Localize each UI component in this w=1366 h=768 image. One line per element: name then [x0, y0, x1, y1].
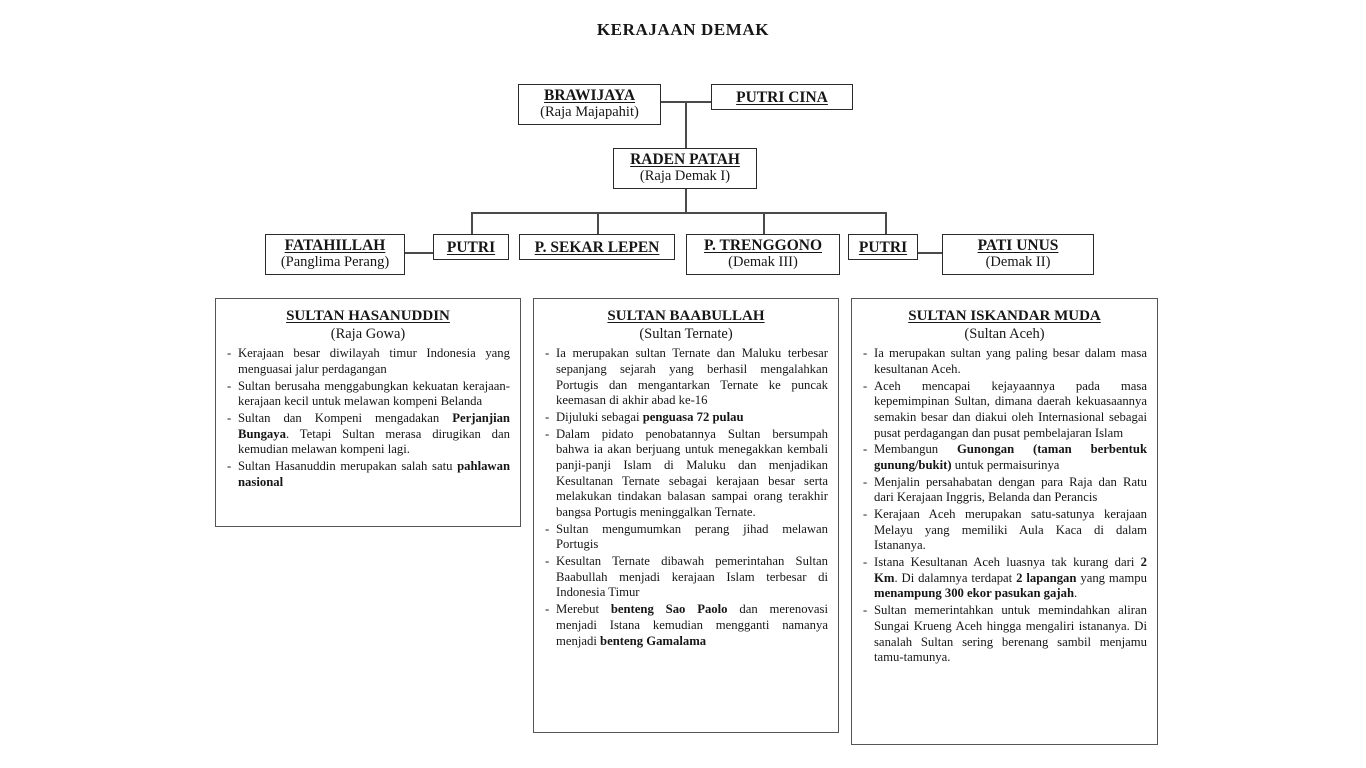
node-raden-patah-subtitle: (Raja Demak I)	[639, 168, 731, 185]
connector-sibling-bus	[471, 212, 886, 214]
node-putri-left[interactable]	[433, 234, 509, 260]
bullet-item: - Kesultan Ternate dibawah pemerintahan Sultan Baabullah menjadi kerajaan Islam terbesar di Indonesia Timur	[544, 554, 828, 601]
node-trenggono-subtitle: (Demak III)	[728, 254, 798, 271]
node-putri-left-name: PUTRI	[446, 239, 496, 256]
node-brawijaya-name: BRAWIJAYA	[543, 87, 636, 104]
bullet-item: - Kerajaan besar diwilayah timur Indonesia yang menguasai jalur perdagangan	[226, 346, 510, 377]
bullet-item: - Istana Kesultanan Aceh luasnya tak kurang dari 2 Km. Di dalamnya terdapat 2 lapangan yang mampu menampung 300 ekor pasukan gajah.	[862, 555, 1147, 602]
panel-baabullah-bullets	[544, 346, 828, 649]
bullet-item: - Merebut benteng Sao Paolo dan merenovasi menjadi Istana kemudian mengganti namanya menjadi benteng Gamalama	[544, 602, 828, 649]
node-pati-unus-subtitle: (Demak II)	[985, 254, 1051, 271]
node-sekar-lepen[interactable]	[519, 234, 675, 260]
panel-iskandar-muda-bullets	[862, 346, 1147, 666]
bullet-item: - Aceh mencapai kejayaannya pada masa kepemimpinan Sultan, dimana daerah kekuasaannya semakin besar dan diakui oleh Internasional sebagai pusat perdagangan dan pusat pembelajaran Islam	[862, 379, 1147, 442]
node-trenggono[interactable]	[686, 234, 840, 275]
panel-hasanuddin-heading: SULTAN HASANUDDIN	[286, 308, 450, 324]
node-fatahillah-subtitle: (Panglima Perang)	[280, 254, 390, 271]
panel-sultan-baabullah	[533, 298, 839, 733]
node-raden-patah-name: RADEN PATAH	[630, 151, 740, 168]
panel-hasanuddin-bullets	[226, 346, 510, 490]
bullet-item: - Sultan memerintahkan untuk memindahkan aliran Sungai Krueng Aceh hingga mengaliri istananya. Di sanalah Sultan sering berenang sambil menjamu tamu-tamunya.	[862, 603, 1147, 666]
bullet-item: - Dijuluki sebagai penguasa 72 pulau	[544, 410, 828, 426]
node-putri-right[interactable]	[848, 234, 918, 260]
connector-drop-putri-kiri	[471, 212, 473, 234]
panel-sultan-iskandar-muda	[851, 298, 1158, 745]
panel-iskandar-muda-subheading: (Sultan Aceh)	[964, 326, 1045, 342]
node-sekar-lepen-name: P. SEKAR LEPEN	[534, 239, 660, 256]
bullet-item: - Dalam pidato penobatannya Sultan bersumpah bahwa ia akan berjuang untuk menegakkan kembali panji-panji Islam di Maluku dan menjadikan Kesultanan Ternate sebagai kerajaan besar serta melakukan tindakan balasan sampai orang terakhir bangsa Portugis meninggalkan Ternate.	[544, 427, 828, 521]
connector-marriage-to-radenpatah	[685, 101, 687, 149]
connector-drop-trenggono	[763, 212, 765, 234]
panel-baabullah-heading: SULTAN BAABULLAH	[607, 308, 765, 324]
node-brawijaya[interactable]	[518, 84, 661, 125]
connector-putri-patiunus	[917, 252, 943, 254]
bullet-item: - Ia merupakan sultan Ternate dan Maluku terbesar sepanjang sejarah yang berhasil mengalahkan Portugis dan mengantarkan Ternate ke puncak keemasan di akhir abad ke-16	[544, 346, 828, 409]
panel-baabullah-subheading: (Sultan Ternate)	[639, 326, 733, 342]
connector-radenpatah-to-bus	[685, 186, 687, 213]
bullet-item: - Sultan Hasanuddin merupakan salah satu pahlawan nasional	[226, 459, 510, 490]
node-putri-cina[interactable]	[711, 84, 853, 110]
bullet-item: - Menjalin persahabatan dengan para Raja dan Ratu dari Kerajaan Inggris, Belanda dan Perancis	[862, 475, 1147, 506]
node-pati-unus[interactable]	[942, 234, 1094, 275]
panel-sultan-hasanuddin	[215, 298, 521, 527]
node-putri-cina-name: PUTRI CINA	[736, 89, 828, 106]
node-fatahillah-name: FATAHILLAH	[284, 237, 386, 254]
panel-hasanuddin-subheading: (Raja Gowa)	[330, 326, 406, 342]
bullet-item: - Membangun Gunongan (taman berbentuk gunung/bukit) untuk permaisurinya	[862, 442, 1147, 473]
node-brawijaya-subtitle: (Raja Majapahit)	[540, 104, 639, 121]
node-pati-unus-name: PATI UNUS	[977, 237, 1059, 254]
connector-drop-sekar-lepen	[597, 212, 599, 234]
node-raden-patah[interactable]	[613, 148, 757, 189]
node-trenggono-name: P. TRENGGONO	[704, 237, 822, 254]
bullet-item: - Kerajaan Aceh merupakan satu-satunya kerajaan Melayu yang memiliki Aula Kaca di dalam Istananya.	[862, 507, 1147, 554]
panel-iskandar-muda-heading: SULTAN ISKANDAR MUDA	[908, 308, 1101, 324]
connector-drop-putri-kanan	[885, 212, 887, 234]
bullet-item: - Sultan dan Kompeni mengadakan Perjanjian Bungaya. Tetapi Sultan merasa dirugikan dan kemudian melawan kompeni lagi.	[226, 411, 510, 458]
connector-fatahillah-putri	[405, 252, 433, 254]
bullet-item: - Ia merupakan sultan yang paling besar dalam masa kesultanan Aceh.	[862, 346, 1147, 377]
bullet-item: - Sultan berusaha menggabungkan kekuatan kerajaan-kerajaan kecil untuk melawan kompeni Belanda	[226, 379, 510, 410]
bullet-item: - Sultan mengumumkan perang jihad melawan Portugis	[544, 522, 828, 553]
node-putri-right-name: PUTRI	[858, 239, 908, 256]
page-title: KERAJAAN DEMAK	[596, 20, 770, 39]
node-fatahillah[interactable]	[265, 234, 405, 275]
